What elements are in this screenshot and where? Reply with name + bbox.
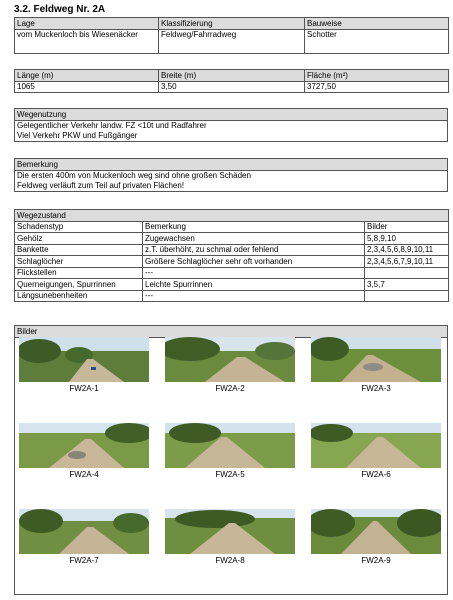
area-value: 3727,50	[305, 81, 449, 93]
road-photo-image	[165, 509, 295, 554]
table-row	[15, 233, 449, 245]
condition-header: Wegezustand	[15, 210, 449, 222]
road-photo-image	[165, 337, 295, 382]
table-row	[15, 290, 449, 302]
area-header: Fläche (m²)	[305, 70, 449, 82]
column-remark: Bemerkung	[143, 221, 365, 233]
photo-cell	[14, 337, 154, 393]
usage-line: Viel Verkehr PKW und Fußgänger	[17, 130, 138, 140]
pictures-header: Bilder	[15, 326, 448, 338]
photo-caption: FW2A-7	[69, 556, 99, 565]
usage-text	[15, 120, 448, 141]
road-photo-image	[311, 337, 441, 382]
length-value: 1065	[15, 81, 159, 93]
condition-table	[14, 209, 449, 302]
table-row	[15, 244, 449, 256]
cell-pictures	[365, 267, 449, 279]
cell-remark: Zugewachsen	[143, 233, 365, 245]
photo-cell	[14, 423, 154, 479]
cell-damage-type: Gehölz	[15, 233, 143, 245]
photo-caption: FW2A-5	[215, 470, 245, 479]
road-photo-image	[311, 423, 441, 468]
classification-header: Klassifizierung	[159, 18, 305, 30]
cell-remark: ---	[143, 267, 365, 279]
remark-line: Die ersten 400m von Muckenloch weg sind ohne großen Schäden	[17, 171, 251, 180]
location-value: vom Muckenloch bis Wiesenäcker	[15, 29, 159, 53]
location-table	[14, 17, 449, 54]
photo-cell	[306, 509, 446, 565]
cell-remark: ---	[143, 290, 365, 302]
cell-pictures: 2,3,4,5,6,8,9,10,11	[365, 244, 449, 256]
photo-caption: FW2A-9	[361, 556, 391, 565]
cell-damage-type: Schlaglöcher	[15, 256, 143, 268]
cell-pictures	[365, 290, 449, 302]
width-header: Breite (m)	[159, 70, 305, 82]
photo-cell	[14, 509, 154, 565]
construction-value: Schotter	[305, 29, 449, 53]
road-photo-image	[19, 509, 149, 554]
photo-caption: FW2A-1	[69, 384, 99, 393]
construction-header: Bauweise	[305, 18, 449, 30]
width-value: 3,50	[159, 81, 305, 93]
cell-damage-type: Flickstellen	[15, 267, 143, 279]
cell-damage-type: Querneigungen, Spurrinnen	[15, 279, 143, 291]
cell-remark: Leichte Spurrinnen	[143, 279, 365, 291]
photo-cell	[306, 423, 446, 479]
page-title: 3.2. Feldweg Nr. 2A	[14, 4, 106, 15]
usage-header: Wegenutzung	[15, 109, 448, 121]
location-header: Lage	[15, 18, 159, 30]
road-photo[interactable]	[311, 337, 441, 382]
photo-cell	[160, 337, 300, 393]
road-photo-image	[19, 423, 149, 468]
photo-caption: FW2A-6	[361, 470, 391, 479]
table-row	[15, 267, 449, 279]
road-photo-image	[19, 337, 149, 382]
length-header: Länge (m)	[15, 70, 159, 82]
road-photo[interactable]	[165, 423, 295, 468]
classification-value: Feldweg/Fahrradweg	[159, 29, 305, 53]
road-photo-image	[311, 509, 441, 554]
usage-table	[14, 108, 448, 142]
table-row	[15, 279, 449, 291]
cell-remark: z.T. überhöht, zu schmal oder fehlend	[143, 244, 365, 256]
usage-line: Gelegentlicher Verkehr landw. FZ <10t und Radfahrer	[17, 121, 207, 130]
cell-damage-type: Bankette	[15, 244, 143, 256]
road-photo[interactable]	[165, 337, 295, 382]
column-damage-type: Schadenstyp	[15, 221, 143, 233]
table-row	[15, 256, 449, 268]
photo-cell	[160, 423, 300, 479]
road-photo[interactable]	[311, 423, 441, 468]
column-pictures: Bilder	[365, 221, 449, 233]
road-photo-image	[165, 423, 295, 468]
cell-pictures: 2,3,4,5,6,7,9,10,11	[365, 256, 449, 268]
photo-caption: FW2A-2	[215, 384, 245, 393]
road-photo[interactable]	[19, 423, 149, 468]
photo-caption: FW2A-8	[215, 556, 245, 565]
dimensions-table	[14, 69, 449, 93]
photo-caption: FW2A-3	[361, 384, 391, 393]
remark-header: Bemerkung	[15, 159, 448, 171]
cell-remark: Größere Schlaglöcher sehr oft vorhanden	[143, 256, 365, 268]
road-photo[interactable]	[19, 509, 149, 554]
road-photo[interactable]	[165, 509, 295, 554]
remark-table	[14, 158, 448, 192]
remark-line: Feldweg verläuft zum Teil auf privaten Flächen!	[17, 180, 185, 190]
cell-damage-type: Längsunebenheiten	[15, 290, 143, 302]
remark-text	[15, 170, 448, 191]
photo-cell	[306, 337, 446, 393]
cell-pictures: 5,8,9,10	[365, 233, 449, 245]
photo-caption: FW2A-4	[69, 470, 99, 479]
cell-pictures: 3,5,7	[365, 279, 449, 291]
photo-cell	[160, 509, 300, 565]
road-photo[interactable]	[311, 509, 441, 554]
road-photo[interactable]	[19, 337, 149, 382]
